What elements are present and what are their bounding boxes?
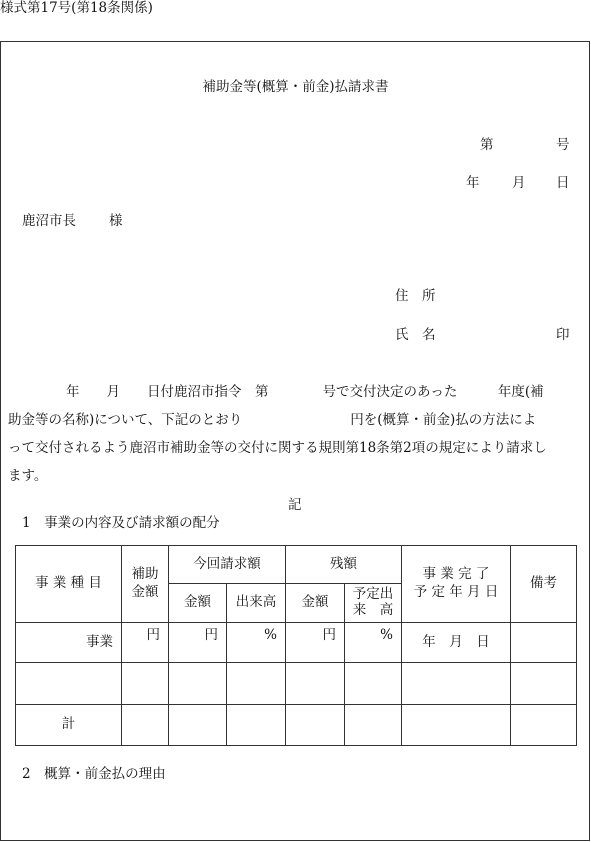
- empty-cell: [169, 663, 227, 705]
- empty-cell: [402, 705, 511, 746]
- empty-cell: [286, 705, 345, 746]
- empty-cell: [227, 663, 286, 705]
- request-allocation-table: [15, 545, 577, 746]
- header-jigyo-shumoku: 事 業 種 目: [16, 546, 122, 623]
- konkai-kingaku-unit: 円: [169, 623, 227, 663]
- empty-cell: [169, 705, 227, 746]
- empty-cell: [402, 663, 511, 705]
- addressee-name: 鹿沼市長: [22, 213, 76, 229]
- request-body-line2: 助金等の名称)について、下記のとおり 円を(概算・前金)払の方法によ: [8, 412, 537, 428]
- empty-cell: [16, 663, 122, 705]
- empty-cell: [511, 705, 577, 746]
- biko-cell: [511, 623, 577, 663]
- table-row: [16, 623, 577, 663]
- kanryo-date-cell: 年 月 日: [402, 623, 511, 663]
- addressee-honorific: 様: [109, 213, 123, 229]
- hojo-kingaku-unit: 円: [122, 623, 169, 663]
- empty-cell: [122, 705, 169, 746]
- table-row: [16, 663, 577, 705]
- header-konkai-seikyu: 今回請求額: [169, 546, 286, 584]
- table-row-total: [16, 705, 577, 746]
- address-label: 住 所: [395, 288, 436, 304]
- seal-mark: 印: [556, 327, 570, 343]
- date-day: 日: [556, 175, 570, 191]
- empty-cell: [345, 705, 402, 746]
- zan-kingaku-unit: 円: [286, 623, 345, 663]
- total-label: 計: [16, 705, 122, 746]
- date-year: 年: [466, 175, 480, 191]
- empty-cell: [122, 663, 169, 705]
- empty-cell: [345, 663, 402, 705]
- section2-heading: 2 概算・前金払の理由: [22, 766, 166, 782]
- header-konkai-dekidaka: 出来高: [227, 584, 286, 623]
- header-zan-kingaku: 金額: [286, 584, 345, 623]
- header-konkai-kingaku: 金額: [169, 584, 227, 623]
- header-zan-yotei-dekidaka: 予定出 来 高: [345, 584, 402, 623]
- request-body-line3: って交付されるよう鹿沼市補助金等の交付に関する規則第18条第2項の規定により請求し: [8, 440, 547, 456]
- zan-yotei-unit: %: [345, 623, 402, 663]
- empty-cell: [227, 705, 286, 746]
- empty-cell: [286, 663, 345, 705]
- doc-number-dai: 第: [480, 137, 494, 153]
- document-title: 補助金等(概算・前金)払請求書: [202, 79, 389, 95]
- header-biko: 備考: [511, 546, 577, 623]
- date-month: 月: [512, 175, 526, 191]
- empty-cell: [511, 663, 577, 705]
- form-number: 様式第17号(第18条関係): [0, 0, 153, 16]
- section1-heading: 1 事業の内容及び請求額の配分: [22, 515, 220, 531]
- name-label: 氏 名: [395, 327, 436, 343]
- header-kanryo-yotei: 事 業 完 了 予 定 年 月 日: [402, 546, 511, 623]
- request-body-line4: ます。: [8, 468, 48, 484]
- header-hojo-kingaku: 補助 金額: [122, 546, 169, 623]
- jigyo-cell: 事業: [16, 623, 122, 663]
- konkai-dekidaka-unit: %: [227, 623, 286, 663]
- ki-label: 記: [288, 497, 302, 513]
- doc-number-go: 号: [556, 137, 570, 153]
- header-zangaku: 残額: [286, 546, 402, 584]
- request-body-line1: 年 月 日付鹿沼市指令 第 号で交付決定のあった 年度(補: [66, 384, 544, 400]
